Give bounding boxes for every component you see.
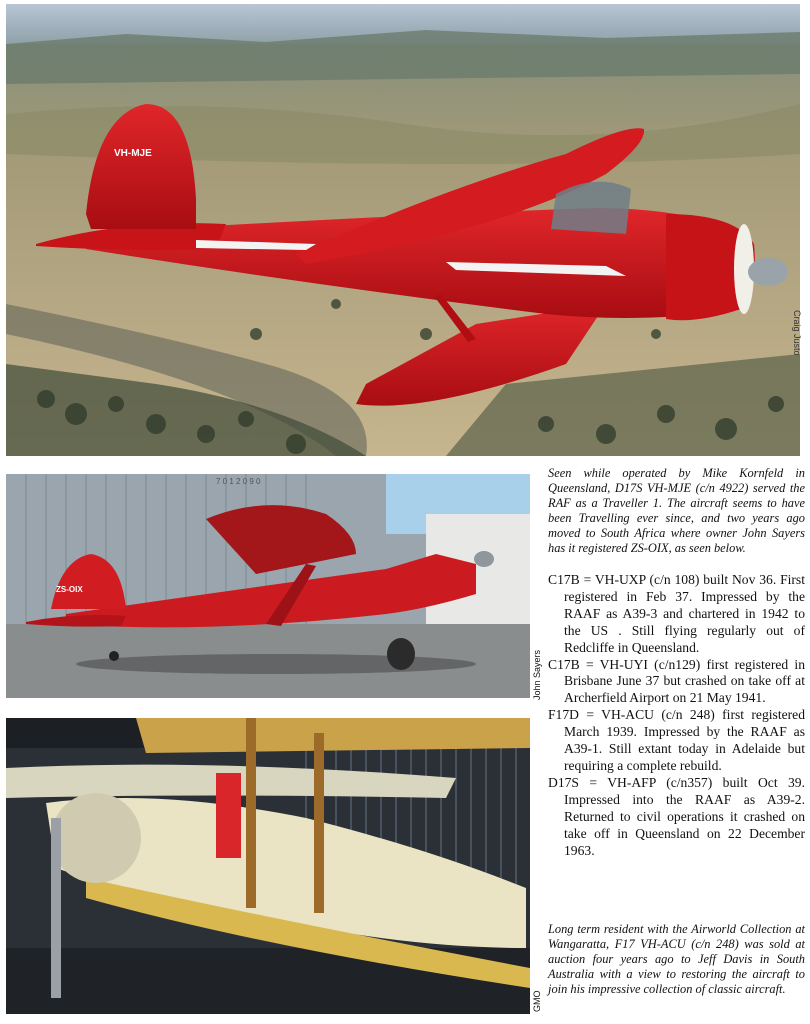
caption-top: Seen while operated by Mike Kornfeld in Queensland, D17S VH-MJE (c/n 4922) served the RAF as a Traveller 1. The aircraft seems to have been Travelling ever since, and two years ago moved to South Africa where owner John Sayers has it registered ZS-OIX, as seen below.: [548, 466, 805, 555]
tail-registration-top: VH-MJE: [114, 148, 152, 159]
caption-bottom: Long term resident with the Airworld Collection at Wangaratta, F17 VH-ACU (c/n 248) was sold at auction four years ago to Jeff Davis in South Australia with a view to restoring the aircraft to join his impressive collection of classic aircraft.: [548, 922, 805, 996]
photo-staggerwing-vh-acu: [6, 718, 530, 1014]
register-entry: C17B = VH-UXP (c/n 108) built Nov 36. First registered in Feb 37. Impressed by the RAAF as A39-3 and chartered in 1942 to the US . Still flying regularly out of Redcliffe in Queensland.: [548, 572, 805, 655]
photo-credit-top: Craig Justo: [792, 310, 802, 356]
register-entry: F17D = VH-ACU (c/n 248) first registered March 1939. Impressed by the RAAF as A39-1. Still extant today in Adelaide but requiring a complete rebuild.: [548, 707, 805, 773]
photo-credit-bottom: GMO: [532, 990, 542, 1012]
tail-registration-middle: ZS-OIX: [56, 585, 83, 594]
register-list: [548, 572, 805, 859]
photo-credit-middle: John Sayers: [532, 649, 542, 700]
register-entry: C17B = VH-UYI (c/n129) first registered in Brisbane June 37 but crashed on take off at Archerfield Airport on 21 May 1941.: [548, 656, 805, 706]
hangar-sign: 7 0 1 2 0 9 0: [216, 477, 261, 486]
apron-scene: [6, 474, 530, 698]
register-entry: D17S = VH-AFP (c/n357) built Oct 39. Impressed into the RAAF as A39-2. Returned to civil operations it crashed on take off in Queensland on 22 December 1963.: [548, 774, 805, 858]
hangar-scene: [6, 718, 530, 1014]
photo-staggerwing-in-flight: [6, 4, 800, 456]
flight-scene: [6, 4, 800, 456]
photo-staggerwing-zs-oix: [6, 474, 530, 698]
